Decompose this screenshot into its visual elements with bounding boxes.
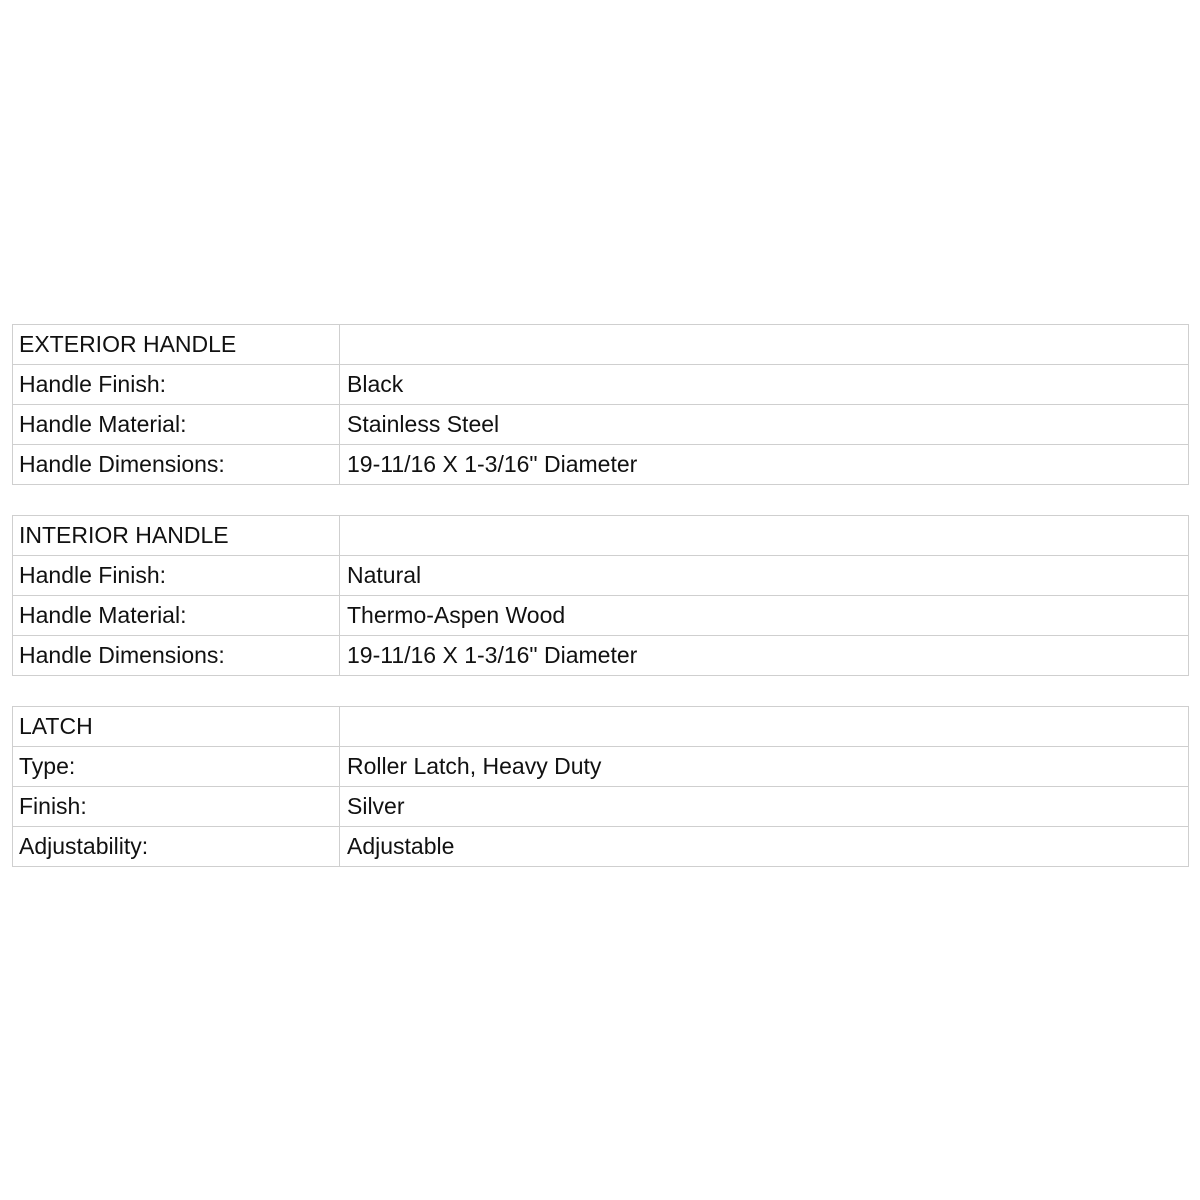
table-header-row bbox=[13, 707, 1189, 747]
spec-value: Adjustable bbox=[340, 827, 1189, 867]
table-row bbox=[13, 556, 1189, 596]
spec-sheet bbox=[12, 324, 1189, 867]
table-row bbox=[13, 636, 1189, 676]
table-row bbox=[13, 787, 1189, 827]
spec-label: Handle Material: bbox=[13, 596, 340, 636]
table-header-row bbox=[13, 516, 1189, 556]
table-row bbox=[13, 596, 1189, 636]
spec-value: Stainless Steel bbox=[340, 405, 1189, 445]
spec-value: 19-11/16 X 1-3/16" Diameter bbox=[340, 636, 1189, 676]
latch-table bbox=[12, 706, 1189, 867]
table-header-row bbox=[13, 325, 1189, 365]
spec-label: Handle Material: bbox=[13, 405, 340, 445]
spec-label: Handle Dimensions: bbox=[13, 636, 340, 676]
spec-value: Natural bbox=[340, 556, 1189, 596]
spec-value: Black bbox=[340, 365, 1189, 405]
interior-handle-table bbox=[12, 515, 1189, 676]
empty-cell bbox=[340, 707, 1189, 747]
table-row bbox=[13, 405, 1189, 445]
spec-label: Type: bbox=[13, 747, 340, 787]
table-row bbox=[13, 747, 1189, 787]
empty-cell bbox=[340, 516, 1189, 556]
section-heading: EXTERIOR HANDLE bbox=[13, 325, 340, 365]
exterior-handle-table bbox=[12, 324, 1189, 485]
spec-label: Finish: bbox=[13, 787, 340, 827]
spec-label: Handle Finish: bbox=[13, 365, 340, 405]
spec-label: Handle Finish: bbox=[13, 556, 340, 596]
spec-value: Thermo-Aspen Wood bbox=[340, 596, 1189, 636]
section-heading: INTERIOR HANDLE bbox=[13, 516, 340, 556]
spec-value: Roller Latch, Heavy Duty bbox=[340, 747, 1189, 787]
spec-label: Handle Dimensions: bbox=[13, 445, 340, 485]
table-row bbox=[13, 827, 1189, 867]
spec-value: 19-11/16 X 1-3/16" Diameter bbox=[340, 445, 1189, 485]
section-heading: LATCH bbox=[13, 707, 340, 747]
table-row bbox=[13, 365, 1189, 405]
spec-value: Silver bbox=[340, 787, 1189, 827]
table-row bbox=[13, 445, 1189, 485]
empty-cell bbox=[340, 325, 1189, 365]
spec-label: Adjustability: bbox=[13, 827, 340, 867]
